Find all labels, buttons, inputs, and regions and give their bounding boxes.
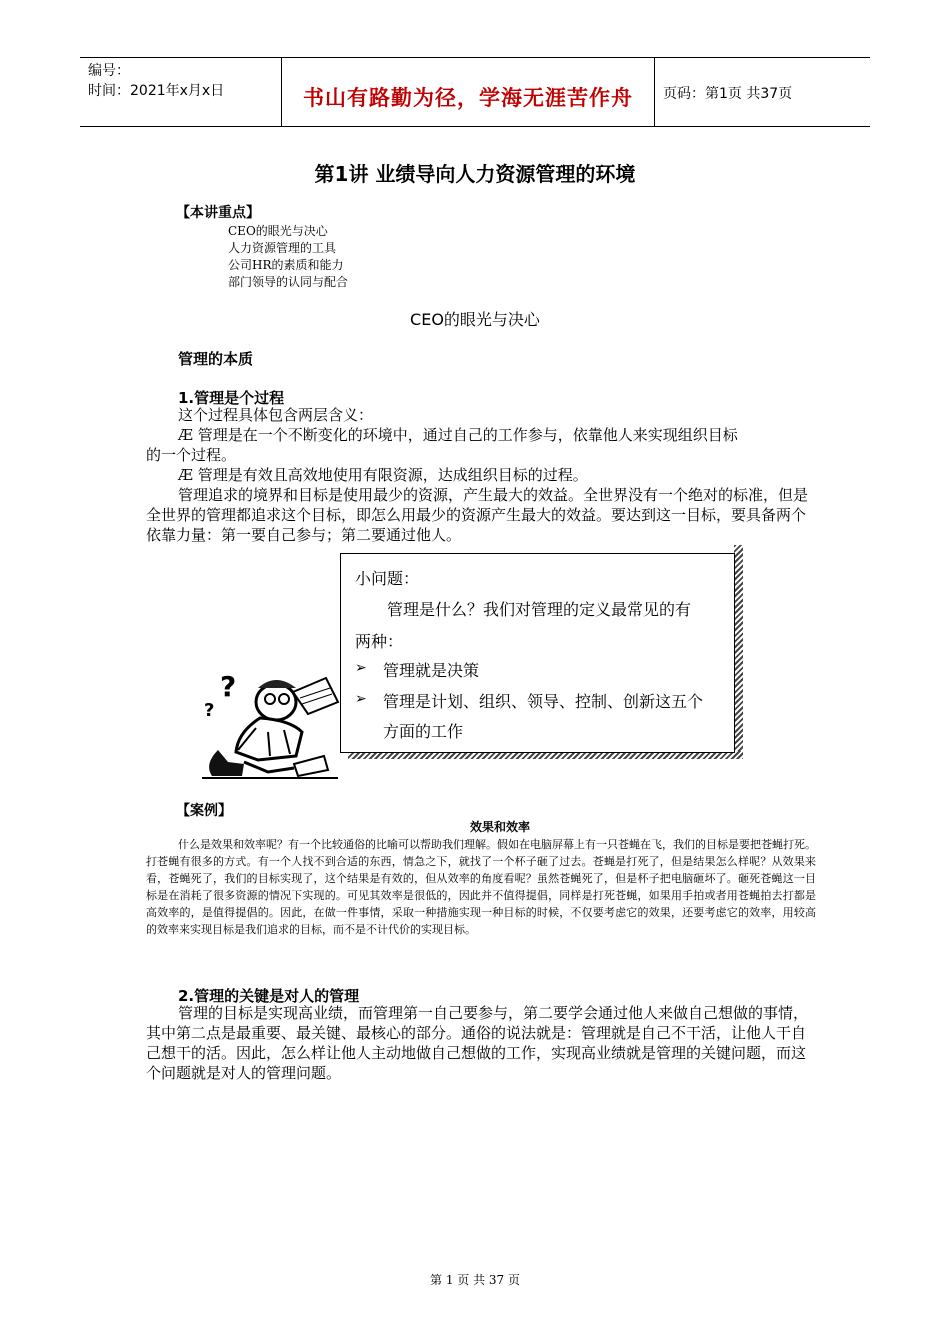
arrow-bullet-icon: ➢ (355, 691, 367, 707)
question-bullet: 管理就是决策 (383, 661, 480, 680)
header-meta-cell (80, 58, 282, 126)
page-label: 页码：第1页 共37页 (663, 86, 793, 102)
part1-intro: 这个过程具体包含两层含义： (178, 406, 374, 424)
question-label: 小问题： (355, 569, 420, 588)
thinking-man-icon (198, 672, 348, 784)
section-title: CEO的眼光与决心 (410, 310, 540, 329)
key-point-item: CEO的眼光与决心 (228, 224, 328, 238)
motto: 书山有路勤为径，学海无涯苦作舟 (303, 86, 633, 110)
part1-bullet2: Æ 管理是有效且高效地使用有限资源，达成组织目标的过程。 (178, 466, 588, 484)
part1-bullet1: Æ 管理是在一个不断变化的环境中，通过自己的工作参与，依靠他人来实现组织目标 (178, 426, 738, 444)
question-bullet-cont: 方面的工作 (383, 722, 464, 741)
part1-heading: 1.管理是个过程 (178, 389, 285, 407)
question-line: 两种： (355, 632, 404, 651)
case-paragraph: 什么是效果和效率呢？有一个比较通俗的比喻可以帮助我们理解。假如在电脑屏幕上有一只苍蝇在飞，我们的目标是要把苍蝇打死。打苍蝇有很多的方式。有一个人找不到合适的东西，情急之下，就找了一个杯子砸了过去。苍蝇是打死了，但是结果怎么样呢？从效果来看，苍蝇死了，我们的目标实现了，这个结果是有效的，但从效率的角度看呢？虽然苍蝇死了，但是杯子把电脑砸坏了。砸死苍蝇这一目标是在消耗了很多资源的情况下实现的。可见其效率是很低的，因此并不值得提倡，同样是打死苍蝇，如果用手拍或者用苍蝇拍去打都是高效率的，是值得提倡的。因此，在做一件事情，采取一种措施实现一种目标的时候，不仅要考虑它的效果，还要考虑它的效率，用较高的效率来实现目标是我们追求的目标，而不是不计代价的实现目标。 (146, 838, 816, 936)
part1-bullet1-cont: 的一个过程。 (146, 446, 237, 464)
part2-paragraph: 管理的目标是实现高业绩，而管理第一自己要参与，第二要学会通过他人来做自己想做的事情，其中第二点是最重要、最关键、最核心的部分。通俗的说法就是：管理就是自己不干活，让他人干自己想干的活。因此，怎么样让他人主动地做自己想做的工作，实现高业绩就是管理的关键问题，而这个问题就是对人的管理问题。 (146, 1004, 809, 1082)
header-table (80, 57, 870, 127)
part1-paragraph: 管理追求的境界和目标是使用最少的资源，产生最大的效益。全世界没有一个绝对的标准，但是全世界的管理都追求这个目标，即怎么用最少的资源产生最大的效益。要达到这一目标，要具备两个依靠力量：第一要自己参与；第二要通过他人。 (146, 486, 809, 544)
lecture-title: 第1讲 业绩导向人力资源管理的环境 (314, 162, 636, 186)
header-motto-cell (282, 58, 655, 126)
time-label: 时间：2021年x月x日 (88, 83, 225, 99)
svg-text:?: ? (220, 672, 237, 703)
essence-heading: 管理的本质 (178, 350, 254, 368)
arrow-bullet-icon: ➢ (355, 660, 367, 676)
header-page-cell (655, 58, 870, 126)
question-line: 管理是什么？我们对管理的定义最常见的有 (387, 600, 692, 619)
svg-text:?: ? (204, 700, 215, 721)
question-box (340, 553, 735, 753)
part2-heading: 2.管理的关键是对人的管理 (178, 987, 360, 1005)
key-point-item: 部门领导的认同与配合 (228, 275, 349, 289)
serial-label: 编号： (88, 63, 130, 79)
question-bullet: 管理是计划、组织、领导、控制、创新这五个 (383, 692, 704, 711)
key-point-item: 公司HR的素质和能力 (228, 258, 344, 272)
box-shadow (734, 545, 743, 759)
case-heading: 【案例】 (176, 803, 232, 819)
case-title: 效果和效率 (469, 820, 530, 834)
page-footer: 第 1 页 共 37 页 (430, 1273, 520, 1287)
key-points-heading: 【本讲重点】 (176, 205, 260, 221)
key-point-item: 人力资源管理的工具 (228, 241, 337, 255)
